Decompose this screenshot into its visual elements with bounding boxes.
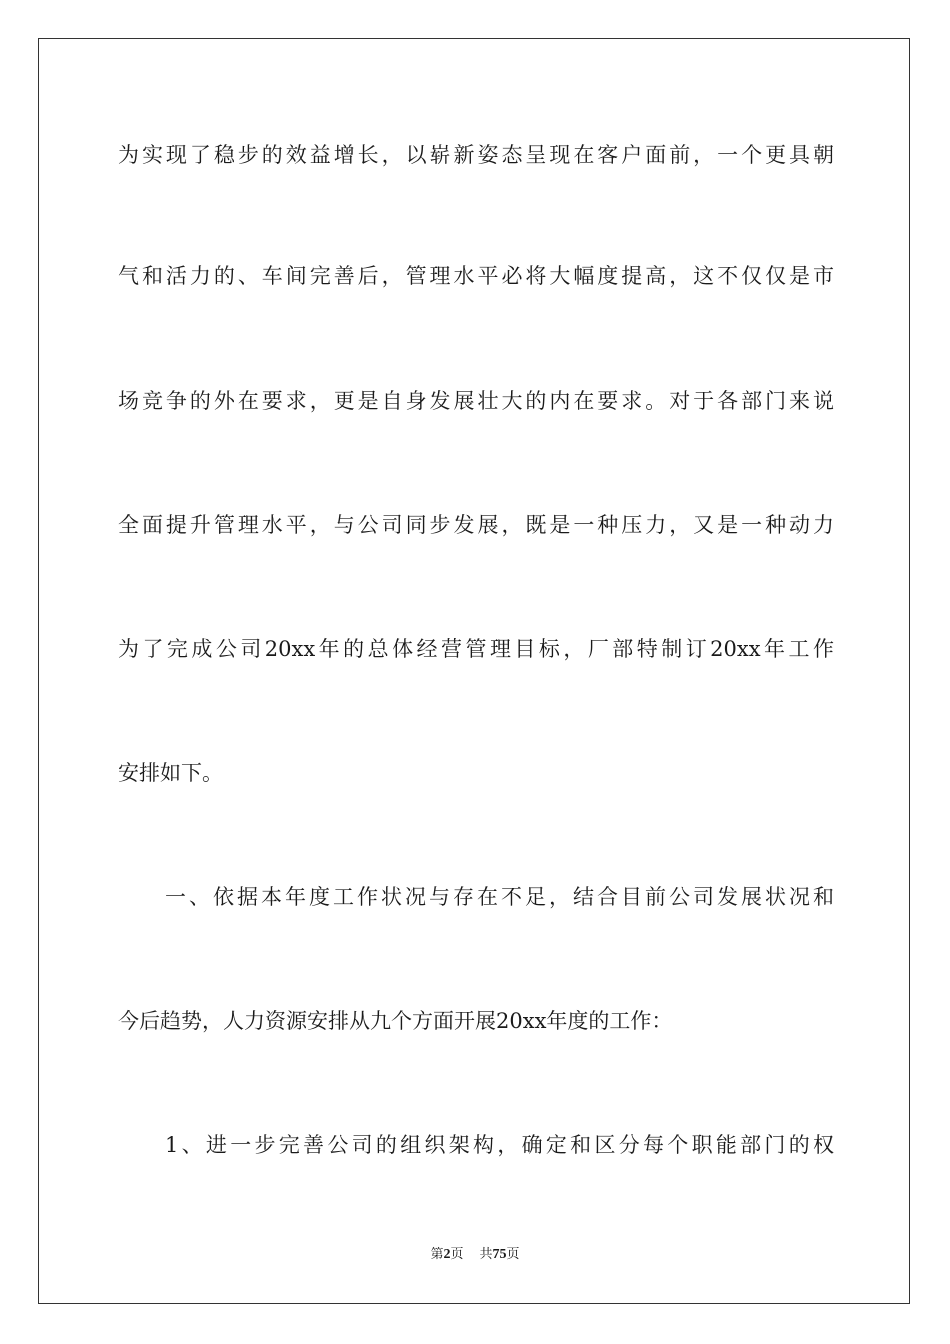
paragraph-line: 全面提升管理水平，与公司同步发展，既是一种压力，又是一种动力 xyxy=(118,513,834,537)
paragraph-line: 气和活力的、车间完善后，管理水平必将大幅度提高，这不仅仅是市 xyxy=(118,264,834,288)
page-frame xyxy=(38,38,910,1304)
paragraph-line: 今后趋势，人力资源安排从九个方面开展20xx年度的工作： xyxy=(118,1009,673,1033)
paragraph-line: 场竞争的外在要求，更是自身发展壮大的内在要求。对于各部门来说 xyxy=(118,389,834,413)
paragraph-line: 为实现了稳步的效益增长，以崭新姿态呈现在客户面前，一个更具朝 xyxy=(118,143,834,167)
page-current: 2 xyxy=(443,1247,451,1262)
total-prefix: 共 xyxy=(479,1247,493,1262)
page-suffix: 页 xyxy=(450,1247,464,1262)
paragraph-line: 安排如下。 xyxy=(118,761,223,785)
paragraph-line: 为了完成公司20xx年的总体经营管理目标，厂部特制订20xx年工作 xyxy=(118,637,834,661)
page-footer xyxy=(0,1246,950,1264)
list-item-line: 1、进一步完善公司的组织架构，确定和区分每个职能部门的权 xyxy=(165,1133,834,1157)
page-prefix: 第 xyxy=(430,1247,444,1262)
total-suffix: 页 xyxy=(506,1247,520,1262)
section-heading-line: 一、依据本年度工作状况与存在不足，结合目前公司发展状况和 xyxy=(165,885,834,909)
page-total: 75 xyxy=(492,1247,507,1262)
